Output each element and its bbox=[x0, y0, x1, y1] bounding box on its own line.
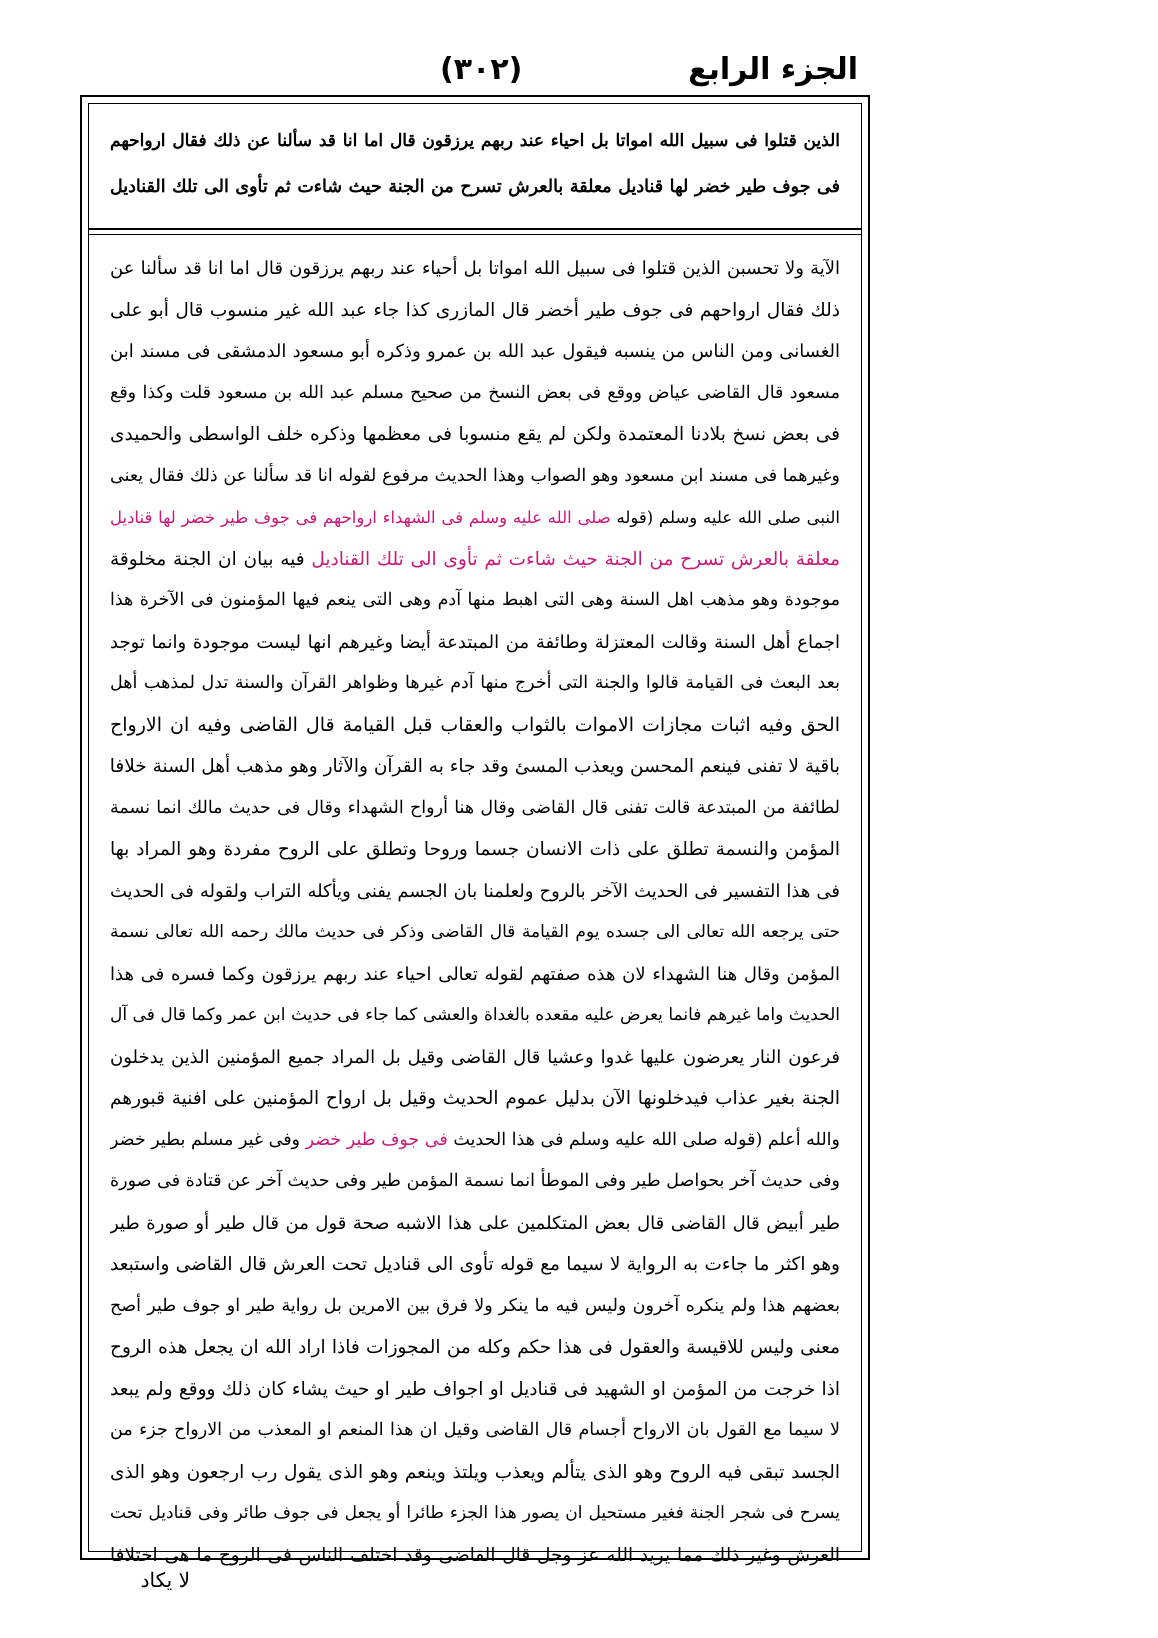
commentary-text: وهو اكثر ما جاءت به الرواية لا سيما مع قوله تأوى الى قناديل تحت العرش قال القاضى واستبعد bbox=[110, 1254, 840, 1275]
commentary-text-block bbox=[110, 248, 840, 1566]
commentary-text: مسعود قال القاضى عياض ووقع فى بعض النسخ من صحيح مسلم عبد الله بن مسعود قلت وكذا وقع bbox=[110, 382, 840, 403]
commentary-line bbox=[110, 622, 840, 664]
commentary-text: وغيرهما فى مسند ابن مسعود وهو الصواب وهذا الحديث مرفوع لقوله انا قد سألنا عن ذلك فقال يعنى bbox=[110, 465, 840, 486]
commentary-text: لا سيما مع القول بان الارواح أجسام قال القاضى وقيل ان هذا المنعم او المعذب من الارواح جزء من bbox=[110, 1420, 840, 1440]
commentary-text: المؤمن والنسمة تطلق على ذات الانسان جسما وروحا وتطلق على الروح مفردة وهو المراد بها bbox=[110, 839, 840, 860]
commentary-text: بعضهم هذا ولم ينكره آخرون وليس فيه ما ينكر ولا فرق بين الامرين بل رواية طير او جوف طير أصح bbox=[110, 1295, 840, 1316]
section-divider bbox=[88, 234, 862, 235]
page-number: (٣٠٢) bbox=[440, 52, 523, 87]
commentary-line bbox=[110, 1037, 840, 1079]
commentary-text: المؤمن وقال هنا الشهداء لان هذه صفتهم لقوله تعالى احياء عند ربهم يرزقون وكما فسره فى هذا bbox=[110, 963, 840, 985]
highlighted-hadith-text: صلى الله عليه وسلم فى الشهداء ارواحهم فى جوف طير خضر لها قناديل bbox=[110, 508, 611, 527]
commentary-line bbox=[110, 705, 840, 747]
commentary-text: معنى وليس للاقيسة والعقول فى هذا حكم وكله من المجوزات فاذا اراد الله ان يجعل هذه الروح bbox=[110, 1337, 840, 1358]
commentary-text: اذا خرجت من المؤمن او الشهيد فى قناديل او اجواف طير او حيث يشاء كان ذلك ووقع ولم يبعد bbox=[110, 1378, 840, 1400]
commentary-line bbox=[110, 248, 840, 290]
commentary-line bbox=[110, 414, 840, 456]
commentary-line bbox=[110, 373, 840, 415]
page-header bbox=[0, 40, 1158, 100]
commentary-line bbox=[110, 497, 840, 539]
catchword: لا يكاد bbox=[140, 1568, 190, 1592]
commentary-text: الآية ولا تحسبن الذين قتلوا فى سبيل الله امواتا بل أحياء عند ربهم يرزقون قال اما انا قد سألنا عن bbox=[110, 258, 840, 279]
commentary-text: فيه بيان ان الجنة مخلوقة bbox=[110, 548, 312, 570]
commentary-text: الجنة بغير عذاب فيدخلونها الآن بدليل عموم الحديث وقيل بل ارواح المؤمنين على افنية قبورهم bbox=[110, 1088, 840, 1109]
commentary-line bbox=[110, 539, 840, 581]
commentary-text: فى هذا التفسير فى الحديث الآخر بالروح ولعلمنا بان الجسم يفنى ويأكله التراب ولقوله فى الحديث bbox=[110, 880, 840, 902]
commentary-text: الحق وفيه اثبات مجازات الاموات بالثواب والعقاب قبل القيامة قال القاضى وفيه ان الارواح bbox=[110, 713, 840, 736]
matn-line: فى جوف طير خضر لها قناديل معلقة بالعرش تسرح من الجنة حيث شاءت ثم تأوى الى تلك القناديل bbox=[110, 177, 840, 197]
commentary-line bbox=[110, 1203, 840, 1245]
commentary-text: بعد البعث فى القيامة قالوا والجنة التى أخرج منها آدم غيرها وظواهر القرآن والسنة تدل لمذهب أهل bbox=[110, 673, 840, 693]
commentary-text: موجودة وهو مذهب اهل السنة وهى التى اهبط منها آدم وهى التى ينعم فيها المؤمنون فى الآخرة هذا bbox=[110, 590, 840, 610]
commentary-text: حتى يرجعه الله تعالى الى جسده يوم القيامة قال القاضى وذكر فى حديث مالك رحمه الله تعالى نسمة bbox=[110, 922, 840, 942]
commentary-line bbox=[110, 954, 840, 996]
commentary-line bbox=[110, 1244, 840, 1286]
commentary-text: طير أبيض قال القاضى قال بعض المتكلمين على هذا الاشبه صحة قول من قال طير أو صورة طير bbox=[110, 1212, 840, 1234]
commentary-line bbox=[110, 1410, 840, 1452]
commentary-line bbox=[110, 580, 840, 622]
commentary-line bbox=[110, 1286, 840, 1328]
commentary-text: الغسانى ومن الناس من ينسبه فيقول عبد الله بن عمرو وذكره أبو مسعود الدمشقى فى مسند ابن bbox=[110, 341, 840, 362]
matn-text-block bbox=[110, 118, 840, 223]
commentary-text: الحديث واما غيرهم فانما يعرض عليه مقعده بالغداة والعشى كما جاء فى حديث ابن عمر وكما قال فى آل bbox=[110, 1005, 840, 1025]
commentary-line bbox=[110, 1493, 840, 1535]
commentary-text: فرعون النار يعرضون عليها غدوا وعشيا قال القاضى وقيل بل المراد جميع المؤمنين الذين يدخلون bbox=[110, 1046, 840, 1068]
commentary-text: النبى صلى الله عليه وسلم (قوله bbox=[610, 508, 840, 527]
commentary-text: لطائفة من المبتدعة قالت تفنى قال القاضى وقال هنا أرواح الشهداء وقال فى حديث مالك انما نسمة bbox=[110, 797, 840, 818]
commentary-line bbox=[110, 1452, 840, 1494]
commentary-line bbox=[110, 1369, 840, 1411]
commentary-line bbox=[110, 1078, 840, 1120]
part-title: الجزء الرابع bbox=[688, 52, 858, 87]
highlighted-hadith-text: فى جوف طير خضر bbox=[305, 1129, 448, 1150]
commentary-text: وفى حديث آخر بحواصل طير وفى الموطأ انما نسمة المؤمن طير وفى حديث آخر عن قتادة فى صورة bbox=[110, 1171, 840, 1191]
commentary-line bbox=[110, 829, 840, 871]
commentary-text: والله أعلم (قوله صلى الله عليه وسلم فى هذا الحديث bbox=[447, 1129, 840, 1150]
commentary-line bbox=[110, 788, 840, 830]
commentary-line bbox=[110, 331, 840, 373]
commentary-text: باقية لا تفنى فينعم المحسن ويعذب المسئ وقد جاء به القرآن والآثار وهو مذهب أهل السنة خلافا bbox=[110, 756, 840, 777]
commentary-text: يسرح فى شجر الجنة فغير مستحيل ان يصور هذا الجزء طائرا أو يجعل فى جوف طائر وفى قناديل تحت bbox=[110, 1503, 840, 1523]
section-divider bbox=[88, 228, 862, 230]
commentary-text: اجماع أهل السنة وقالت المعتزلة وطائفة من المبتدعة أيضا وغيرهم انها ليست موجودة وانما توجد bbox=[110, 631, 840, 653]
commentary-line bbox=[110, 912, 840, 954]
commentary-line bbox=[110, 456, 840, 498]
matn-line: الذين قتلوا فى سبيل الله امواتا بل احياء عند ربهم يرزقون قال اما انا قد سألنا عن ذلك فقال ارواحهم bbox=[110, 131, 840, 151]
commentary-text: الجسد تبقى فيه الروح وهو الذى يتألم ويعذب ويلتذ وينعم وهو الذى يقول رب ارجعون وهو الذى bbox=[110, 1461, 840, 1483]
commentary-line bbox=[110, 1161, 840, 1203]
commentary-line bbox=[110, 1535, 840, 1577]
commentary-line bbox=[110, 746, 840, 788]
commentary-text: وفى غير مسلم بطير خضر bbox=[110, 1129, 306, 1150]
highlighted-hadith-text: معلقة بالعرش تسرح من الجنة حيث شاءت ثم تأوى الى تلك القناديل bbox=[311, 548, 840, 570]
commentary-line bbox=[110, 1327, 840, 1369]
commentary-line bbox=[110, 1120, 840, 1162]
commentary-line bbox=[110, 290, 840, 332]
commentary-line bbox=[110, 663, 840, 705]
commentary-text: فى بعض نسخ بلادنا المعتمدة ولكن لم يقع منسوبا فى معظمها وذكره خلف الواسطى والحميدى bbox=[110, 424, 840, 445]
commentary-text: العرش وغير ذلك مما يريد الله عز وجل قال القاضى وقد اختلف الناس فى الروح ما هى اختلافا bbox=[110, 1544, 840, 1566]
commentary-line bbox=[110, 871, 840, 913]
commentary-text: ذلك فقال ارواحهم فى جوف طير أخضر قال المازرى كذا جاء عبد الله غير منسوب قال أبو على bbox=[110, 299, 840, 321]
commentary-line bbox=[110, 995, 840, 1037]
